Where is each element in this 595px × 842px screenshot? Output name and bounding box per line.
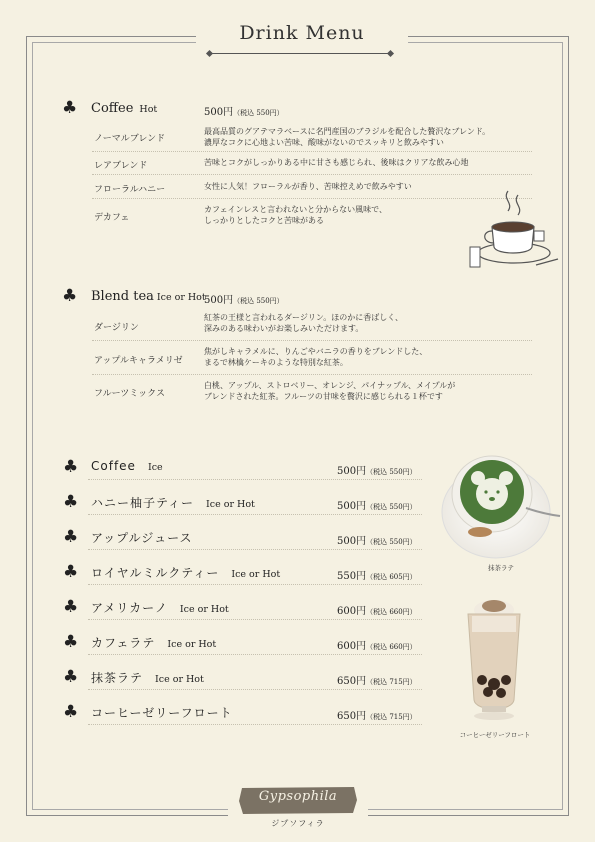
- menu-item-name: ノーマルブレンド: [94, 134, 166, 144]
- menu-item-name: デカフェ: [94, 213, 130, 223]
- menu-item-name: レアブレンド: [94, 161, 148, 171]
- club-icon: ♣: [63, 527, 79, 547]
- menu-item-desc: 女性に人気！フローラルが香り、苦味控えめで飲みやすい: [204, 182, 412, 191]
- list-item-price: 500円（税込 550円）: [337, 466, 417, 477]
- menu-item-desc: 苦味とコクがしっかりある中に甘さも感じられ、後味はクリアな飲み心地: [204, 158, 469, 167]
- list-item-name: ロイヤルミルクティー Ice or Hot: [91, 566, 281, 580]
- menu-item-desc: 最高品質のグアテマラベースに名門産国のブラジルを配合した贅沢なブレンド。 濃厚なコクに心地よい苦味、酸味がないのでスッキリと飲みやすい: [204, 127, 491, 147]
- menu-item-desc: カフェインレスと言われないと分からない風味で、 しっかりとしたコクと苦味がある: [204, 205, 387, 225]
- list-item-name: アメリカーノ Ice or Hot: [91, 601, 229, 615]
- divider: [92, 340, 532, 341]
- menu-item-desc: 紅茶の王様と言われるダージリン。ほのかに香ばしく、 深みのある味わいがお楽しみいただけます。: [204, 313, 404, 333]
- list-item-price: 600円（税込 660円）: [337, 606, 417, 617]
- menu-item-desc: 白桃、アップル、ストロベリー、オレンジ、パイナップル、メイプルが ブレンドされた紅茶。フルーツの甘味を贅沢に感じられる１杯です: [204, 381, 456, 401]
- divider: [92, 174, 532, 175]
- divider: [92, 198, 532, 199]
- divider: [88, 654, 422, 655]
- list-item-name: カフェラテ Ice or Hot: [91, 636, 217, 650]
- list-item-price: 650円（税込 715円）: [337, 676, 417, 687]
- list-item-name: Coffee Ice: [91, 459, 163, 473]
- list-item-name: アップルジュース: [91, 531, 193, 545]
- photo-caption: 抹茶ラテ: [488, 564, 514, 572]
- club-icon: ♣: [62, 98, 78, 118]
- brand-logo-sub: ジプソフィラ: [271, 819, 325, 828]
- section-price: 500円（税込 550円）: [204, 107, 284, 118]
- club-icon: ♣: [63, 562, 79, 582]
- club-icon: ♣: [63, 702, 79, 722]
- divider: [88, 724, 422, 725]
- club-icon: ♣: [63, 667, 79, 687]
- list-item-name: 抹茶ラテ Ice or Hot: [91, 671, 204, 685]
- menu-item-desc: 焦がしキャラメルに、りんごやバニラの香りをブレンドした、 まるで林檎ケーキのような特別な紅茶。: [204, 347, 428, 367]
- title-underline: [210, 53, 390, 54]
- list-item-price: 500円（税込 550円）: [337, 501, 417, 512]
- coffee-cup-illustration: [468, 185, 560, 277]
- section-title: Blend tea Ice or Hot: [91, 289, 206, 304]
- list-item-name: ハニー柚子ティー Ice or Hot: [91, 496, 255, 510]
- section-title: Coffee Hot: [91, 101, 158, 116]
- coffee-jelly-float-photo: [458, 596, 528, 722]
- list-item-price: 600円（税込 660円）: [337, 641, 417, 652]
- page-title: Drink Menu: [239, 22, 365, 44]
- section-price: 500円（税込 550円）: [204, 295, 284, 306]
- brand-logo: Gypsophila: [258, 789, 338, 804]
- list-item-price: 550円（税込 605円）: [337, 571, 417, 582]
- matcha-latte-photo: [440, 450, 562, 560]
- photo-caption: コーヒーゼリーフロート: [459, 731, 531, 739]
- menu-item-name: ダージリン: [94, 323, 139, 333]
- divider: [88, 689, 422, 690]
- menu-item-name: アップルキャラメリゼ: [94, 356, 183, 366]
- list-item-price: 650円（税込 715円）: [337, 711, 417, 722]
- divider: [92, 374, 532, 375]
- club-icon: ♣: [63, 492, 79, 512]
- divider: [88, 479, 422, 480]
- club-icon: ♣: [63, 457, 79, 477]
- list-item-price: 500円（税込 550円）: [337, 536, 417, 547]
- divider: [92, 151, 532, 152]
- list-item-name: コーヒーゼリーフロート: [91, 706, 233, 720]
- club-icon: ♣: [62, 286, 78, 306]
- divider: [88, 619, 422, 620]
- club-icon: ♣: [63, 632, 79, 652]
- menu-item-name: フローラルハニー: [94, 185, 166, 195]
- menu-item-name: フルーツミックス: [94, 389, 166, 399]
- divider: [88, 584, 422, 585]
- divider: [88, 514, 422, 515]
- club-icon: ♣: [63, 597, 79, 617]
- divider: [88, 549, 422, 550]
